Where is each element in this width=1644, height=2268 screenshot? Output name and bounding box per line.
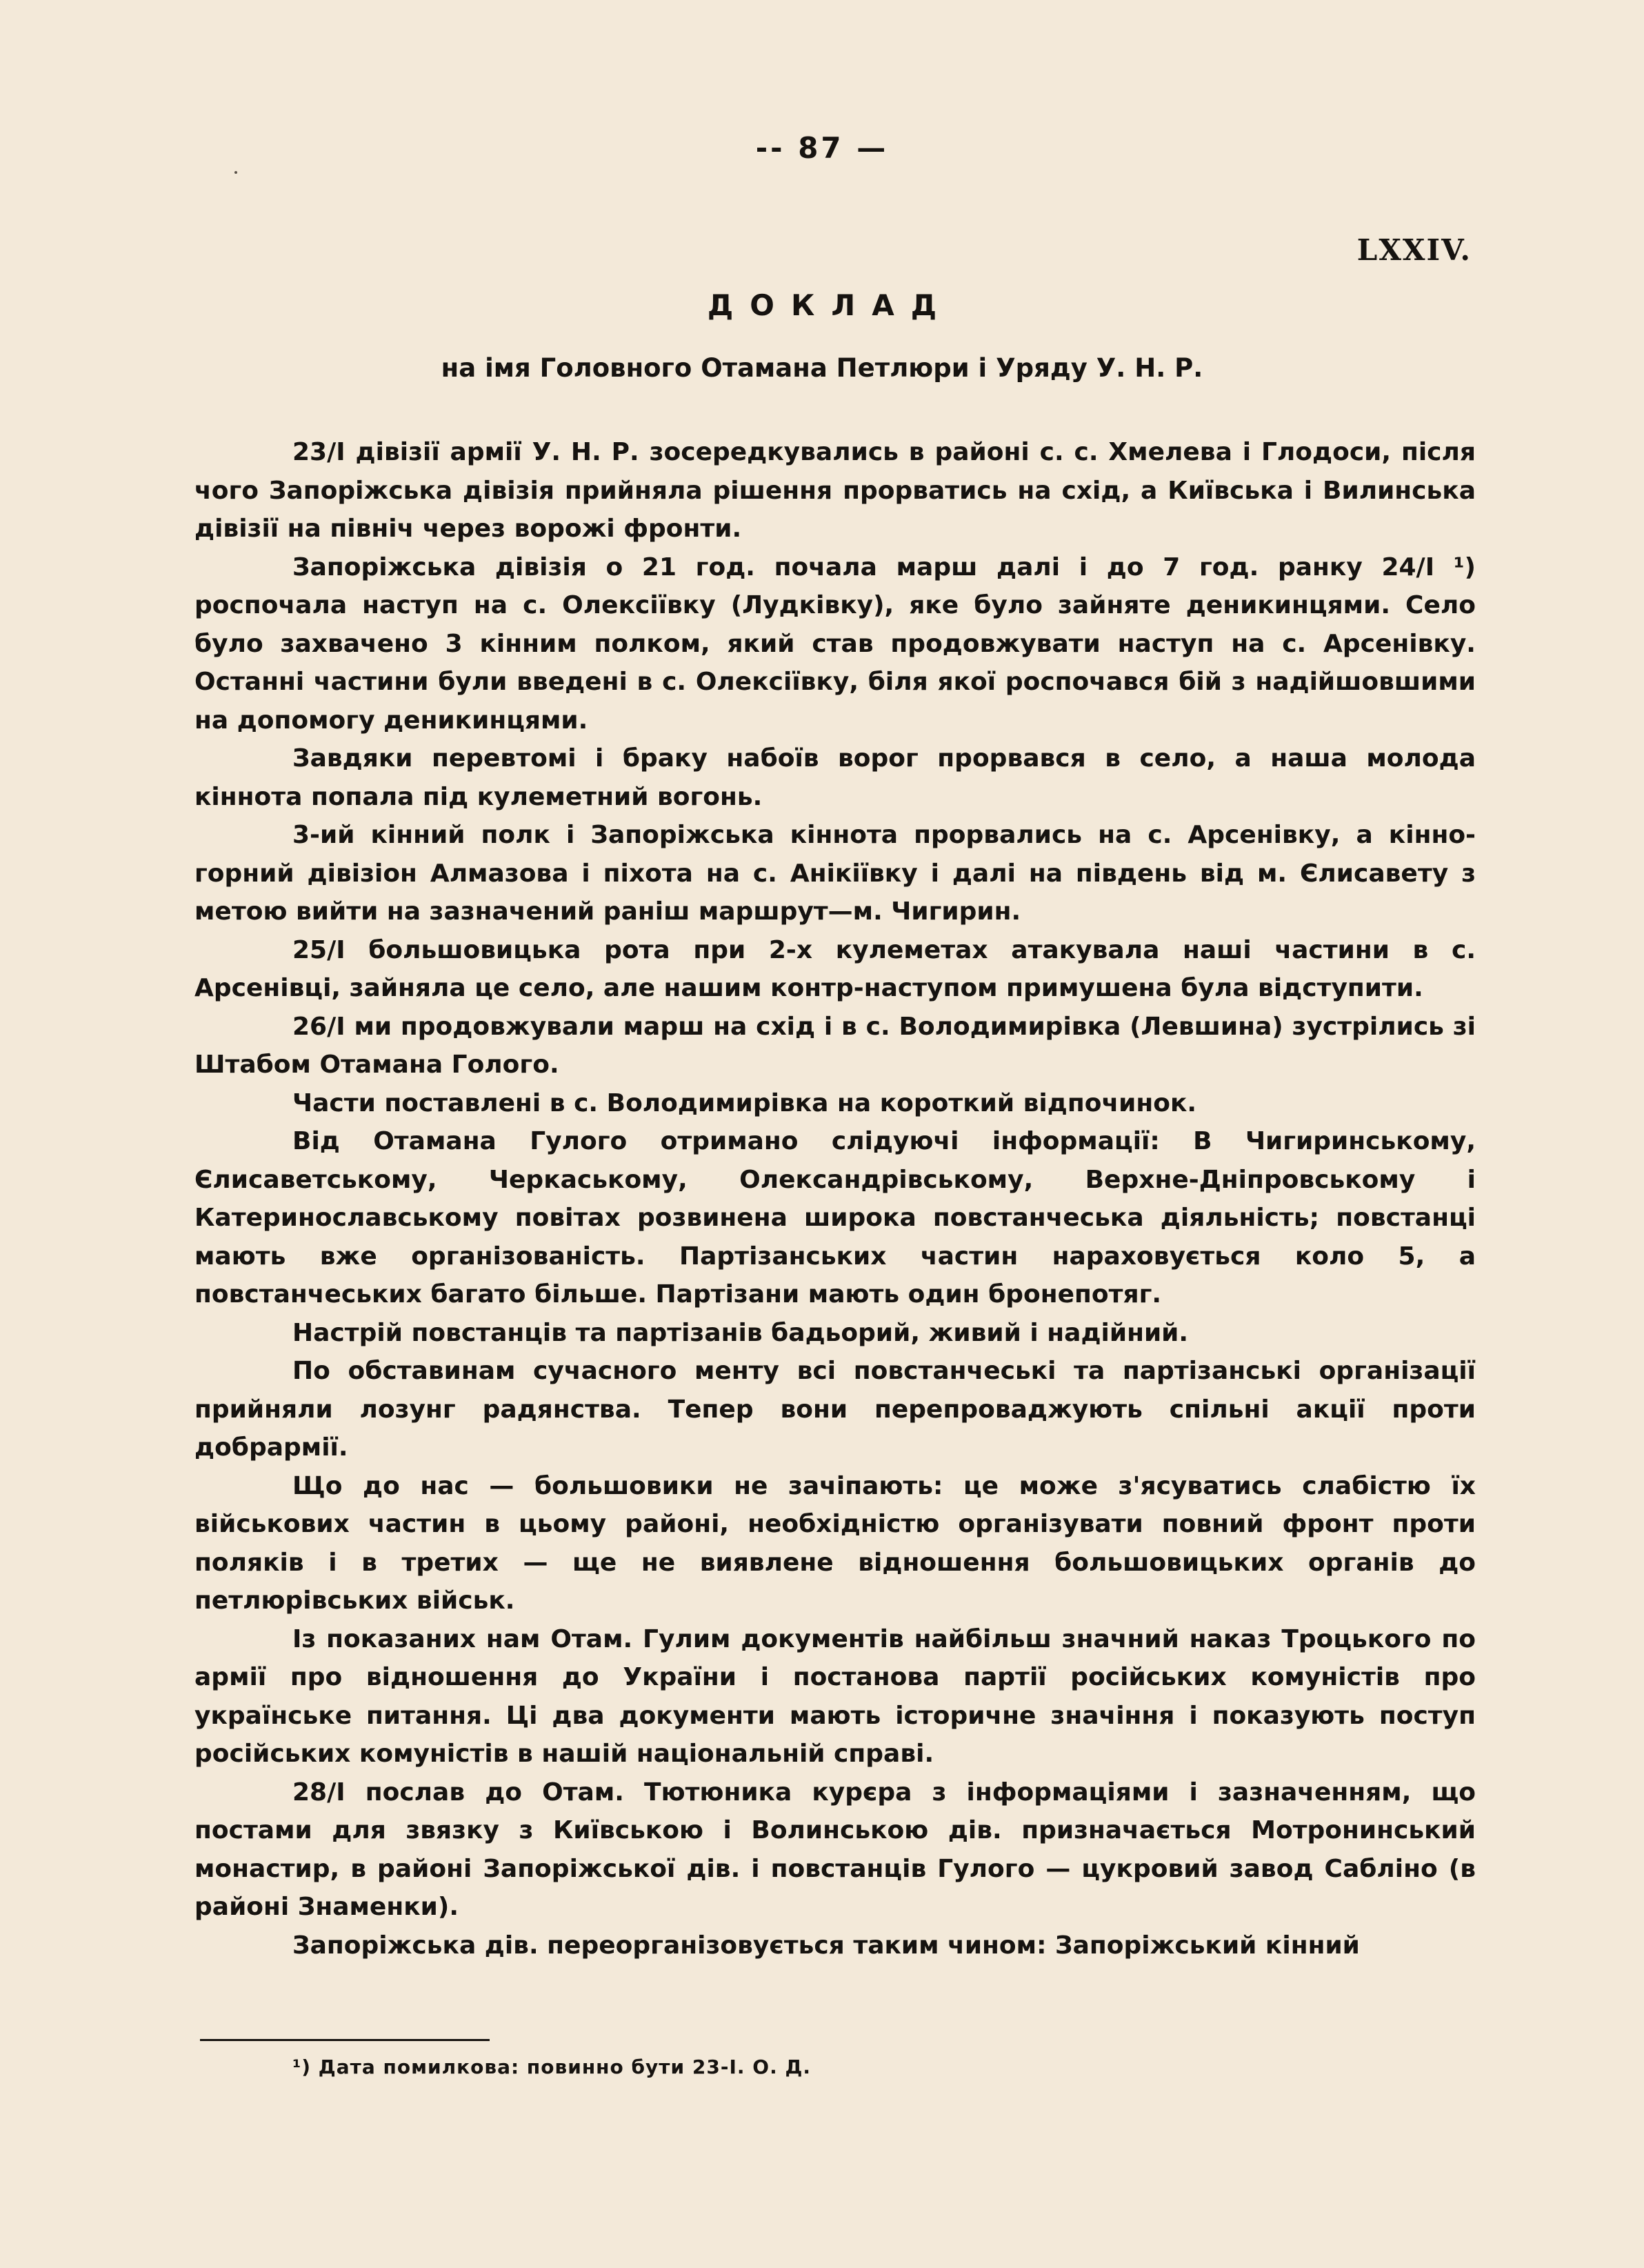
paragraph: Що до нас — большовики не зачіпають: це може з'ясуватись слабістю їх військових частин в цьому районі, необхідністю організувати повний фронт проти поляків і в третих — ще не виявлене відношення большовицьких органів до петлюрівських військ. <box>194 1471 1476 1615</box>
paragraph: Запоріжська дів. переорганізовується таким чином: Запоріжський кінний <box>292 1931 1360 1960</box>
page-number: -- 87 — <box>755 131 889 165</box>
document-subtitle: на імя Головного Отамана Петлюри і Уряду У. Н. Р. <box>441 353 1203 383</box>
document-number: LXXIV. <box>1356 233 1472 267</box>
paragraph: 26/І ми продовжували марш на схід і в с. Володимирівка (Левшина) зустрілись зі Штабом Отамана Голого. <box>194 1012 1476 1079</box>
paragraph: 25/І большовицька рота при 2-х кулеметах атакувала наші частини в с. Арсенівці, зайняла це село, але нашим контр-наступом примушена була відступити. <box>194 935 1476 1002</box>
paragraph: Із показаних нам Отам. Гулим документів найбільш значний наказ Троцького по армії про відношення до України і постанова партії російських комуністів про українське питання. Ці два документи мають історичне значіння і показують поступ російських комуністів в нашій національній справі. <box>194 1624 1476 1768</box>
document-title: ДОКЛАД <box>707 288 954 322</box>
paragraph: Завдяки перевтомі і браку набоїв ворог прорвався в село, а наша молода кіннота попала під кулеметний вогонь. <box>194 744 1476 811</box>
paragraph: По обставинам сучасного менту всі повстанчеські та партізанські організації прийняли лозунг радянства. Тепер вони перепроваджують спільні акції проти добрармії. <box>194 1357 1476 1462</box>
footnote: ¹) Дата помилкова: повинно бути 23-І. О. Д. <box>292 2056 812 2078</box>
body-text <box>194 433 1476 1964</box>
footnote-divider <box>200 2039 490 2041</box>
paragraph: Від Отамана Гулого отримано слідуючі інформації: В Чигиринському, Єлисаветському, Черкаському, Олександрівському, Верхне-Дніпровському і Катеринославському повітах розвинена широка повстанчеська діяльність; повстанці мають вже організованість. Партізанських частин нараховується коло 5, а повстанчеських багато більше. Партізани мають один бронепотяг. <box>194 1127 1476 1309</box>
paragraph: 3-ий кінний полк і Запоріжська кіннота прорвались на с. Арсенівку, а кінно-горний дівізіон Алмазова і піхота на с. Анікіївку і далі на південь від м. Єлисавету з метою вийти на зазначений раніш маршрут—м. Чигирин. <box>194 821 1476 926</box>
print-speck <box>234 171 237 174</box>
paragraph: Запоріжська дівізія о 21 год. почала марш далі і до 7 год. ранку 24/І ¹) роспочала наступ на с. Олексіївку (Лудківку), яке було зайняте деникинцями. Село було захвачено 3 кінним полком, який став продовжувати наступ на с. Арсенівку. Останні частини були введені в с. Олексіївку, біля якої роспочався бій з надійшовшими на допомогу деникинцями. <box>194 553 1476 735</box>
paragraph: 28/І послав до Отам. Тютюника курєра з інформаціями і зазначенням, що постами для звязку з Київською і Волинською дів. призначається Мотронинський монастир, в районі Запоріжської дів. і повстанців Гулого — цукровий завод Сабліно (в районі Знаменки). <box>194 1778 1476 1921</box>
paragraph: Части поставлені в с. Володимирівка на короткий відпочинок. <box>292 1088 1197 1117</box>
paragraph: 23/І дівізії армії У. Н. Р. зосередкувались в районі с. с. Хмелева і Глодоси, після чого Запоріжська дівізія прийняла рішення прорватись на схід, а Київська і Вилинська дівізії на північ через ворожі фронти. <box>194 438 1476 543</box>
paragraph: Настрій повстанців та партізанів бадьорий, живий і надійний. <box>292 1318 1189 1347</box>
